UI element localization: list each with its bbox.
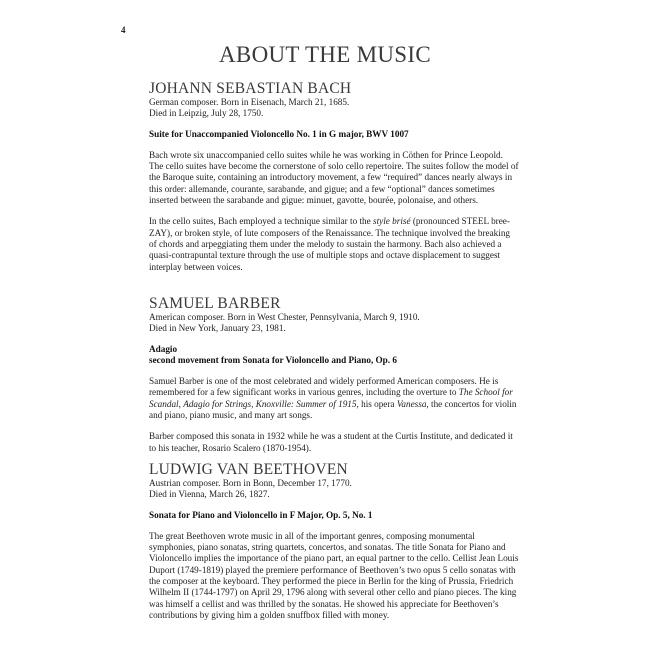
composer-name: LUDWIG VAN BEETHOVEN bbox=[149, 461, 348, 478]
page-number: 4 bbox=[121, 25, 126, 35]
text-run: , the concertos for violin and piano, piano music, and many art songs. bbox=[149, 398, 517, 421]
composer-bio-died: Died in New York, January 23, 1981. bbox=[149, 323, 286, 334]
work-title: Adagio bbox=[149, 343, 178, 354]
work-title: Sonata for Piano and Violoncello in F Major, Op. 5, No. 1 bbox=[149, 509, 373, 520]
section-barber bbox=[149, 296, 519, 454]
paragraph bbox=[149, 216, 519, 272]
text-run: , bbox=[251, 398, 256, 409]
paragraph: Barber composed this sonata in 1932 while he was a student at the Curtis Institute, and dedicated it to his teacher, Rosario Scalero (1870-1954). bbox=[149, 431, 513, 453]
text-run: (pronounced STEEL bree-ZAY), or broken style, of lute composers of the Renaissance. The technique involved the breaking of chords and arpeggiating them under the melody to sustain the harmony. Bach also achieved a quasi-contrapuntal texture through the use of multiple stops and octave displacement to suggest interplay between voices. bbox=[149, 216, 511, 272]
text-run: , his opera bbox=[356, 398, 397, 409]
italic-title: Vanessa bbox=[396, 398, 427, 409]
text-run: Samuel Barber is one of the most celebrated and widely performed American composers. He is remembered for a few significant works in various genres, including the overture to bbox=[149, 376, 499, 398]
paragraph: Bach wrote six unaccompanied cello suites while he was working in Cöthen for Prince Leopold. The cello suites have become the cornerstone of solo cello repertoire. The suites follow the model of the Baroque suite, containing an introductory movement, a few “required” dances nearly always in this order: allemande, courante, sarabande, and gigue; and a few “optional” dances sometimes inserted between the sarabande and gigue: minuet, gavotte, bourée, polonaise, and others. bbox=[149, 149, 519, 206]
work-title: Suite for Unaccompanied Violoncello No. 1 in G major, BWV 1007 bbox=[149, 128, 409, 139]
italic-title: Knoxville: Summer of 1915 bbox=[255, 398, 357, 409]
section-beethoven bbox=[149, 462, 519, 621]
composer-bio-died: Died in Vienna, March 26, 1827. bbox=[149, 489, 270, 500]
composer-bio-died: Died in Leipzig, July 28, 1750. bbox=[149, 108, 264, 119]
italic-title: Adagio for Strings bbox=[183, 398, 252, 409]
text-run: In the cello suites, Bach employed a technique similar to the bbox=[149, 216, 374, 227]
page-title: ABOUT THE MUSIC bbox=[219, 42, 431, 67]
italic-title: The School for Scandal bbox=[149, 387, 513, 409]
composer-bio-born: American composer. Born in West Chester, Pennsylvania, March 9, 1910. bbox=[149, 312, 420, 322]
text-run: , bbox=[178, 398, 184, 409]
work-subtitle: second movement from Sonata for Violoncello and Piano, Op. 6 bbox=[149, 354, 397, 365]
italic-term: style brisé bbox=[373, 216, 411, 227]
composer-bio-born: German composer. Born in Eisenach, March 21, 1685. bbox=[149, 97, 350, 107]
composer-name: SAMUEL BARBER bbox=[149, 295, 281, 312]
composer-bio-born: Austrian composer. Born in Bonn, December 17, 1770. bbox=[149, 478, 352, 488]
composer-name: JOHANN SEBASTIAN BACH bbox=[149, 80, 352, 97]
section-bach bbox=[149, 81, 519, 273]
paragraph bbox=[149, 376, 519, 421]
paragraph: The great Beethoven wrote music in all of the important genres, composing monumental symphonies, piano sonatas, string quartets, concertos, and sonatas. The title Sonata for Piano and Violoncello implies the importance of the piano part, an equal partner to the cello. Cellist Jean Louis Duport (1749-1819) played the premiere performance of Beethoven’s two opus 5 cello sonatas with the composer at the keyboard. They performed the piece in Berlin for the king of Prussia, Friedrich Wilhelm II (1744-1797) on April 29, 1796 along with several other cello and piano pieces. The king was himself a cellist and was thrilled by the sonatas. He showed his appreciate for Beethoven’s contributions by giving him a golden snuffbox filled with money. bbox=[149, 530, 519, 620]
